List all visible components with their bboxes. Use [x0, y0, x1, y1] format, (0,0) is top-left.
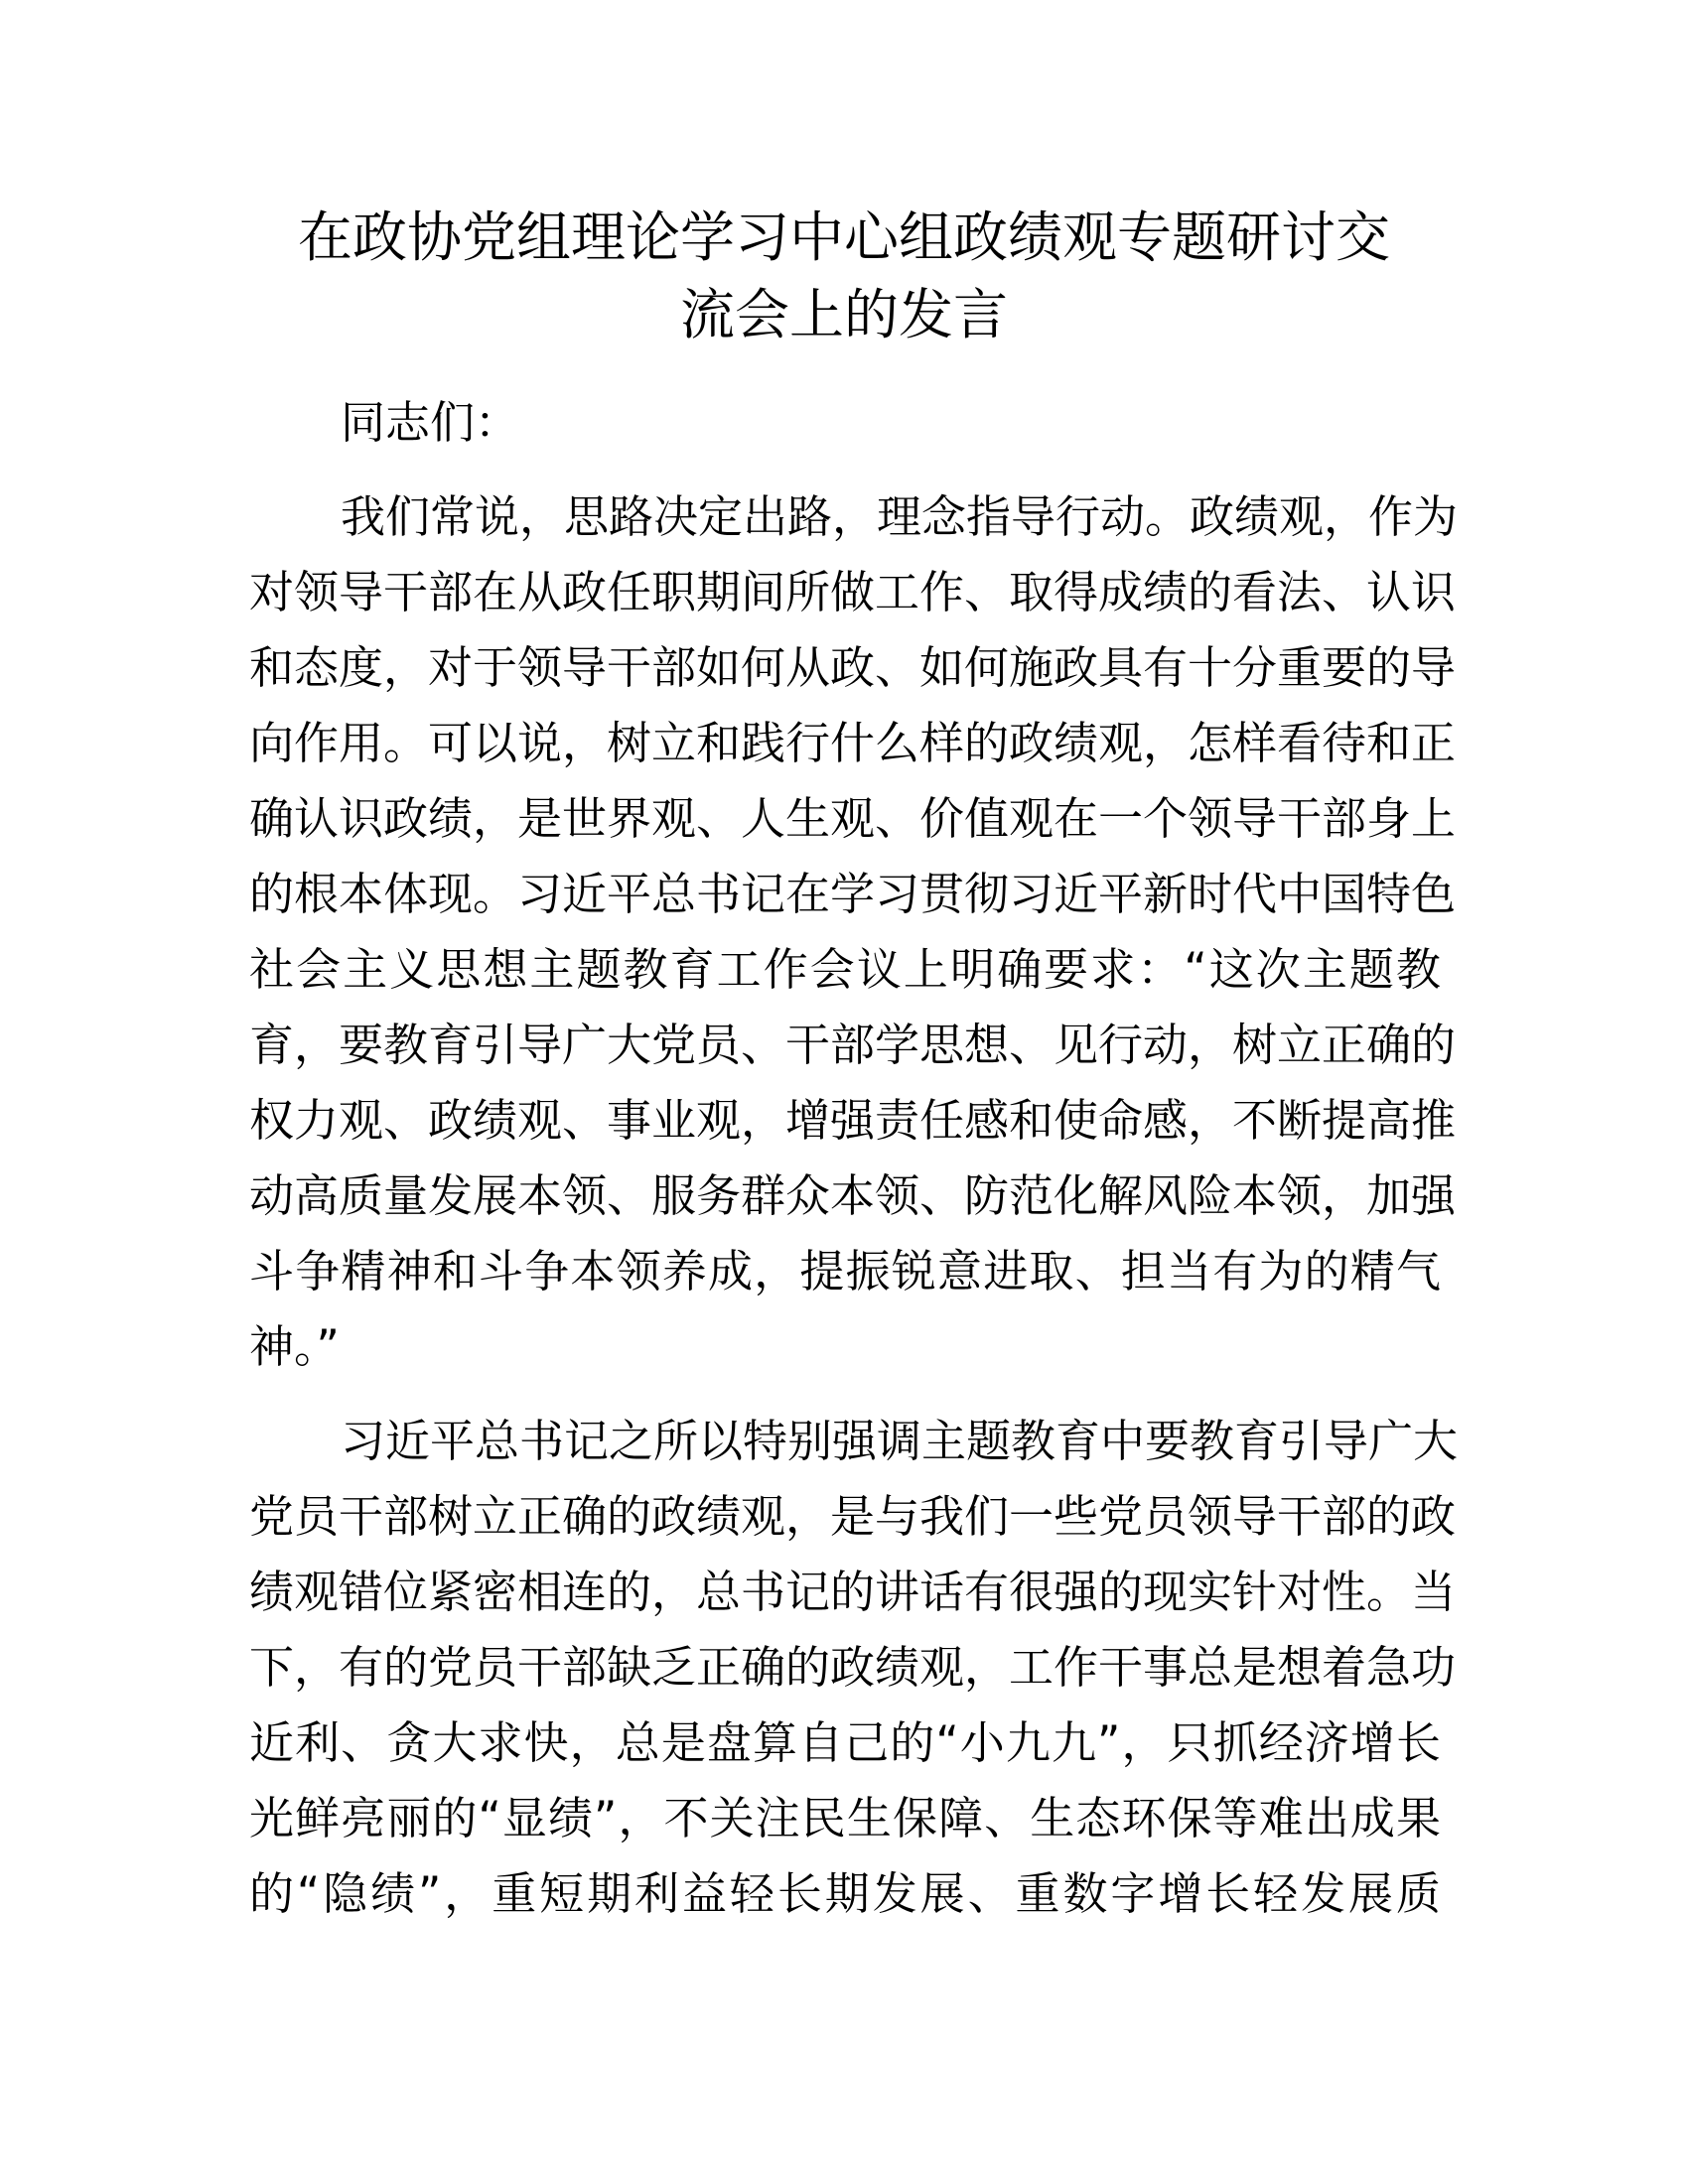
- paragraph-line: 向作用。可以说，树立和践行什么样的政绩观，怎样看待和正: [249, 717, 1457, 769]
- paragraph-line: 对领导干部在从政任职期间所做工作、取得成绩的看法、认识: [249, 566, 1457, 618]
- document-body: [249, 385, 1459, 1951]
- paragraph-2: [249, 1404, 1459, 1932]
- title-line-2: 流会上的发言: [679, 283, 1008, 346]
- salutation-paragraph: [249, 385, 1441, 461]
- paragraph-1: [249, 479, 1459, 1385]
- paragraph-line: 斗争精神和斗争本领养成，提振锐意进取、担当有为的精气: [249, 1245, 1441, 1297]
- salutation: 同志们：: [341, 396, 520, 449]
- paragraph-line: 的根本体现。习近平总书记在学习贯彻习近平新时代中国特色: [249, 868, 1457, 920]
- paragraph-line: 神。”: [249, 1320, 340, 1373]
- document-title: [248, 199, 1440, 353]
- paragraph-line: 权力观、政绩观、事业观，增强责任感和使命感，不断提高推: [249, 1094, 1457, 1147]
- paragraph-line: 光鲜亮丽的“显绩”，不关注民生保障、生态环保等难出成果: [249, 1792, 1441, 1844]
- paragraph-line: 我们常说，思路决定出路，理念指导行动。政绩观，作为: [341, 490, 1459, 543]
- paragraph-line: 绩观错位紧密相连的，总书记的讲话有很强的现实针对性。当: [249, 1566, 1457, 1618]
- paragraph-line: 党员干部树立正确的政绩观，是与我们一些党员领导干部的政: [249, 1490, 1457, 1543]
- paragraph-line: 的“隐绩”，重短期利益轻长期发展、重数字增长轻发展质: [249, 1867, 1441, 1920]
- paragraph-line: 社会主义思想主题教育工作会议上明确要求：“这次主题教: [249, 943, 1441, 996]
- paragraph-line: 习近平总书记之所以特别强调主题教育中要教育引导广大: [341, 1415, 1459, 1467]
- paragraph-line: 下，有的党员干部缺乏正确的政绩观，工作干事总是想着急功: [249, 1641, 1457, 1694]
- paragraph-line: 近利、贪大求快，总是盘算自己的“小九九”，只抓经济增长: [249, 1716, 1441, 1769]
- title-line-1: 在政协党组理论学习中心组政绩观专题研讨交: [297, 205, 1390, 269]
- paragraph-line: 确认识政绩，是世界观、人生观、价值观在一个领导干部身上: [249, 792, 1457, 845]
- paragraph-line: 和态度，对于领导干部如何从政、如何施政具有十分重要的导: [249, 641, 1457, 694]
- paragraph-line: 育，要教育引导广大党员、干部学思想、见行动，树立正确的: [249, 1019, 1457, 1071]
- paragraph-line: 动高质量发展本领、服务群众本领、防范化解风险本领，加强: [249, 1169, 1457, 1222]
